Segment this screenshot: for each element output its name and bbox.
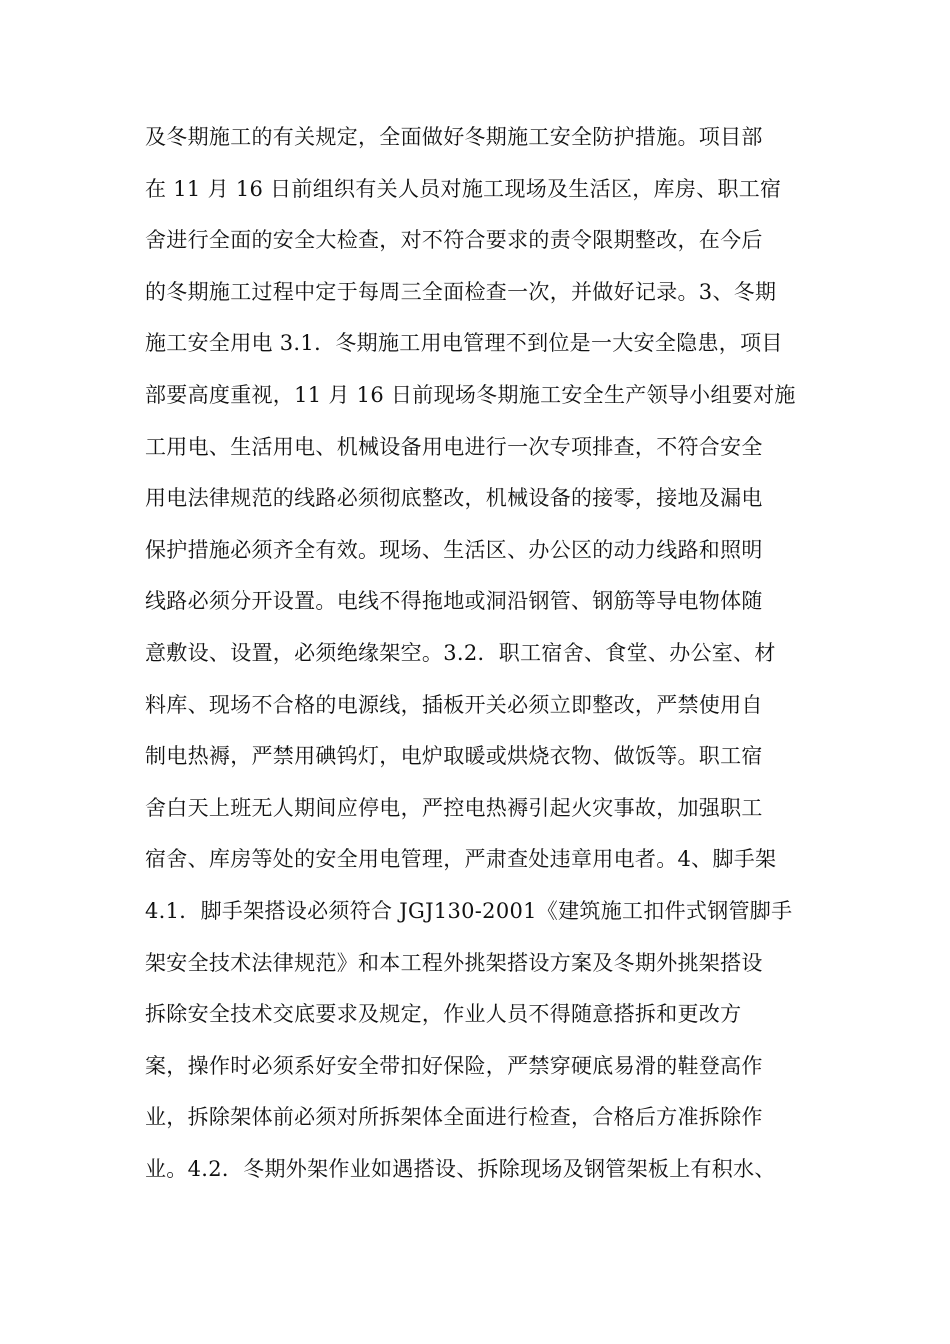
text-line: 用电法律规范的线路必须彻底整改，机械设备的接零，接地及漏电 — [145, 486, 763, 511]
text-line: 及冬期施工的有关规定，全面做好冬期施工安全防护措施。项目部 — [145, 125, 763, 149]
text-line: 意敷设、设置，必须绝缘架空。3.2．职工宿舍、食堂、办公室、材 — [145, 640, 776, 665]
text-line: 架安全技术法律规范》和本工程外挑架搭设方案及冬期外挑架搭设 — [145, 950, 763, 975]
text-line: 施工安全用电 3.1．冬期施工用电管理不到位是一大安全隐患，项目 — [145, 331, 783, 356]
text-line: 案，操作时必须系好安全带扣好保险，严禁穿硬底易滑的鞋登高作 — [145, 1053, 763, 1078]
text-line: 线路必须分开设置。电线不得拖地或洞沿钢管、钢筋等导电物体随 — [145, 589, 763, 614]
text-line: 在 11 月 16 日前组织有关人员对施工现场及生活区，库房、职工宿 — [145, 176, 782, 201]
text-line: 部要高度重视，11 月 16 日前现场冬期施工安全生产领导小组要对施 — [145, 382, 796, 407]
text-line: 宿舍、库房等处的安全用电管理，严肃查处违章用电者。4、脚手架 — [145, 847, 777, 872]
text-line: 保护措施必须齐全有效。现场、生活区、办公区的动力线路和照明 — [145, 537, 763, 562]
text-line: 拆除安全技术交底要求及规定，作业人员不得随意搭拆和更改方 — [145, 1002, 742, 1027]
text-line: 的冬期施工过程中定于每周三全面检查一次，并做好记录。3、冬期 — [145, 279, 777, 304]
text-line: 料库、现场不合格的电源线，插板开关必须立即整改，严禁使用自 — [145, 692, 763, 717]
text-line: 业，拆除架体前必须对所拆架体全面进行检查，合格后方准拆除作 — [145, 1105, 763, 1130]
text-line: 舍白天上班无人期间应停电，严控电热褥引起火灾事故，加强职工 — [145, 795, 763, 820]
text-line: 业。4.2．冬期外架作业如遇搭设、拆除现场及钢管架板上有积水、 — [145, 1156, 776, 1181]
text-line: 工用电、生活用电、机械设备用电进行一次专项排查，不符合安全 — [145, 434, 763, 459]
body-text — [145, 117, 825, 1200]
text-line: 舍进行全面的安全大检查，对不符合要求的责令限期整改，在今后 — [145, 228, 763, 253]
text-line: 制电热褥，严禁用碘钨灯，电炉取暖或烘烧衣物、做饭等。职工宿 — [145, 744, 763, 769]
text-line: 4.1．脚手架搭设必须符合 JGJ130-2001《建筑施工扣件式钢管脚手 — [145, 898, 793, 923]
